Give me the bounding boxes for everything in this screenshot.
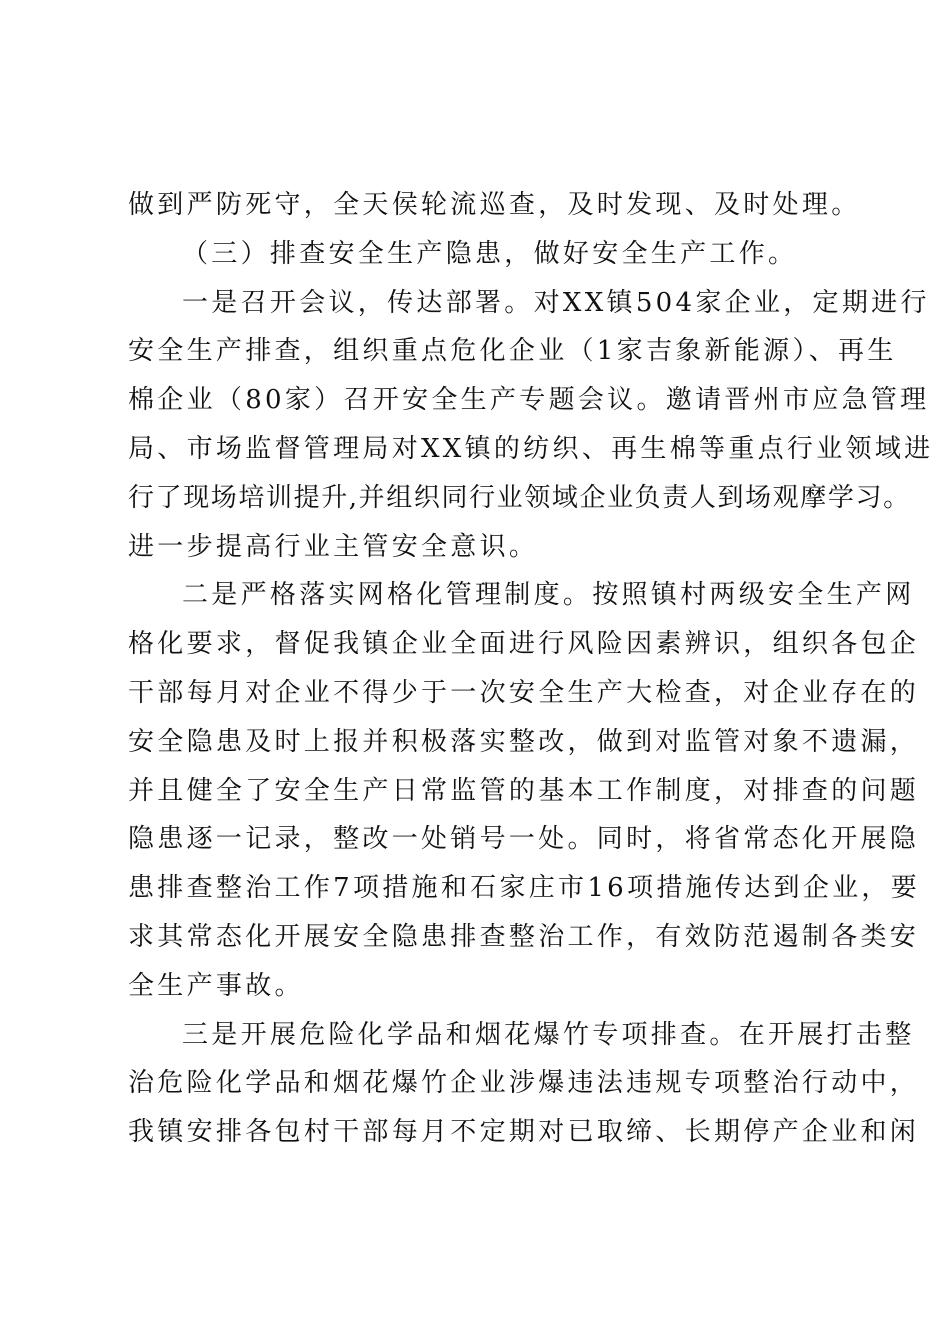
text-line: 治危险化学品和烟花爆竹企业涉爆违法违规专项整治行动中， — [128, 1068, 920, 1099]
text-line: 做到严防死守，全天侯轮流巡查，及时发现、及时处理。 — [128, 190, 861, 220]
text-line: 求其常态化开展安全隐患排查整治工作，有效防范遏制各类安 — [128, 921, 920, 952]
text-line: 干部每月对企业不得少于一次安全生产大检查，对企业存在的 — [128, 677, 920, 708]
text-line: 安全生产排查，组织重点危化企业（1家吉象新能源）、再生 — [128, 336, 897, 367]
text-line: 进一步提高行业主管安全意识。 — [128, 531, 539, 562]
text-line: 二是严格落实网格化管理制度。按照镇村两级安全生产网 — [182, 580, 915, 611]
text-line: 安全隐患及时上报并积极落实整改，做到对监管对象不遗漏， — [128, 726, 920, 757]
text-line: 全生产事故。 — [128, 970, 304, 1001]
text-line: 隐患逐一记录，整改一处销号一处。同时，将省常态化开展隐 — [128, 824, 920, 855]
text-line: 行了现场培训提升,并组织同行业领域企业负责人到场观摩学习。 — [128, 482, 911, 513]
text-line: 并且健全了安全生产日常监管的基本工作制度，对排查的问题 — [128, 775, 920, 806]
text-line: 我镇安排各包村干部每月不定期对已取缔、长期停产企业和闲 — [128, 1117, 920, 1148]
text-line: 三是开展危险化学品和烟花爆竹专项排查。在开展打击整 — [182, 1019, 915, 1050]
text-line: 一是召开会议，传达部署。对XX镇504家企业，定期进行 — [182, 287, 930, 318]
section-heading: （三）排查安全生产隐患，做好安全生产工作。 — [182, 238, 798, 269]
document-body — [128, 181, 934, 1157]
text-line: 局、市场监督管理局对XX镇的纺织、再生棉等重点行业领域进 — [128, 433, 934, 464]
text-line: 格化要求，督促我镇企业全面进行风险因素辨识，组织各包企 — [128, 629, 920, 660]
text-line: 棉企业（80家）召开安全生产专题会议。邀请晋州市应急管理 — [128, 385, 930, 416]
text-line: 患排查整治工作7项措施和石家庄市16项措施传达到企业，要 — [128, 873, 921, 904]
